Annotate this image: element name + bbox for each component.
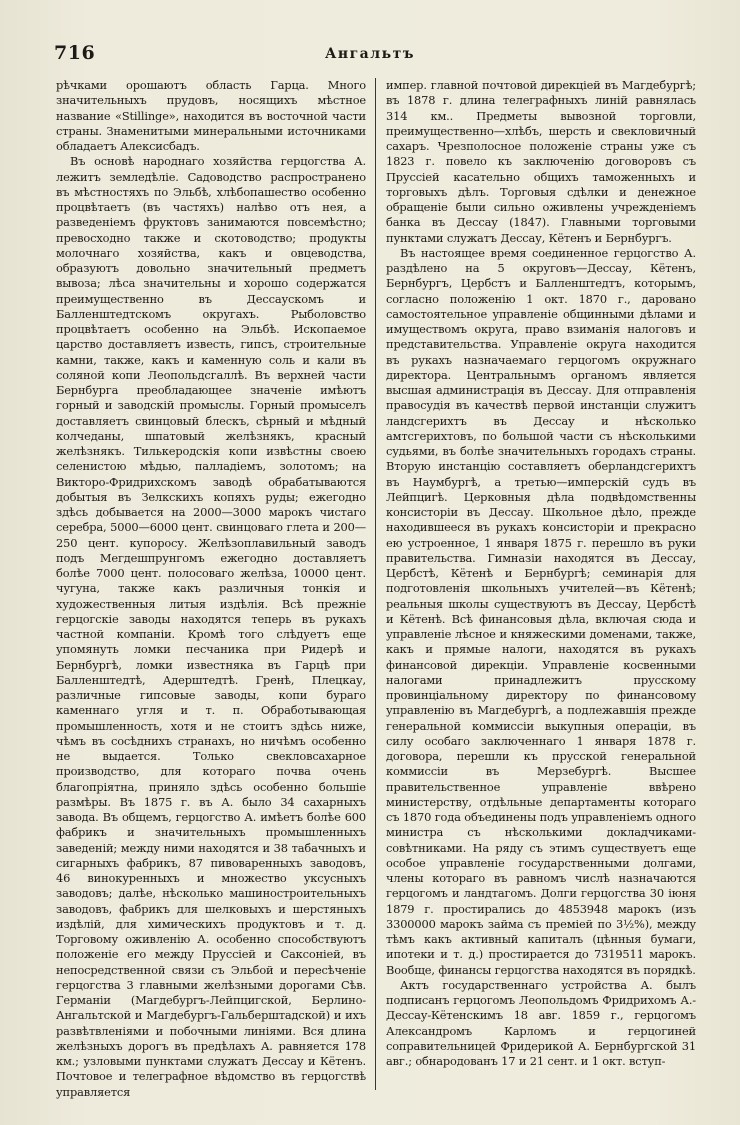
column-divider	[375, 78, 376, 1090]
paragraph: Въ основѣ народнаго хозяйства герцогства А. лежитъ земледѣліе. Садоводство распространено въ мѣстностяхъ по Эльбѣ, хлѣбопашество особенно процвѣтаетъ (въ частяхъ) налѣво отъ нея, а разведеніемъ фруктовъ занимаются повсемѣстно; превосходно также и скотоводство; продукты молочнаго хозяйства, какъ и овцеводства, образуютъ довольно значительный предметъ вывоза; лѣса значительны и хорошо содержатся преимущественно въ Дессаускомъ и Балленштедтскомъ округахъ. Рыболовство процвѣтаетъ особенно на Эльбѣ. Ископаемое царство доставляетъ известь, гипсъ, строительные камни, также, какъ и каменную соль и кали въ соляной копи Леопольдсгаллѣ. Въ верхней части Бернбурга преобладающее значеніе имѣютъ горный и заводскій промыслы. Горный промыселъ доставляетъ свинцовый блескъ, сѣрный и мѣдный колчеданы, шпатовый желѣзнякъ, красный желѣзнякъ. Тилькеродскія копи извѣстны своею селенистою мѣдью, палладіемъ, золотомъ; на Викторо-Фридрихскомъ заводѣ обрабатываются добытыя въ Зелкскихъ копяхъ руды; ежегодно здѣсь добывается на 2000—3000 марокъ чистаго серебра, 5000—6000 цент. свинцоваго глета и 200—250 цент. купоросу. Желѣзоплавильный заводъ подъ Мегдешпрунгомъ ежегодно доставляетъ болѣе 7000 цент. полосоваго желѣза, 10000 цент. чугуна, также какъ различныя тонкія и художественныя литыя издѣлія. Всѣ прежніе герцогскіе заводы находятся теперь въ рукахъ частной компаніи. Кромѣ того слѣдуетъ еще упомянуть ломки песчаника при Ридерѣ и Бернбургѣ, ломки известняка въ Гарцѣ при Балленштедтѣ, Адерштедтѣ. Гренѣ, Плецкау, различные гипсовые заводы, копи бураго каменнаго угля и т. п. Обработывающая промышленность, хотя и не стоитъ здѣсь ниже, чѣмъ въ сосѣднихъ странахъ, но ничѣмъ особенно не выдается. Только свекловсахарное производство, для котораго почва очень благопріятна, приняло здѣсь особенно большіе размѣры. Въ 1875 г. въ А. было 34 сахарныхъ завода. Въ общемъ, герцогство А. имѣетъ болѣе 600 фабрикъ и значительныхъ промышленныхъ заведеній; между ними находятся и 38 табачныхъ и сигарныхъ фабрикъ, 87 пивоваренныхъ заводовъ, 46 винокуренныхъ и множество уксусныхъ заводовъ; далѣе, нѣсколько машиностроительныхъ заводовъ, фабрикъ для шелковыхъ и шерстяныхъ издѣлій, для химическихъ продуктовъ и т. д. Торговому оживленію А. особенно способствуютъ положеніе его между Пруссіей и Саксоніей, въ непосредственной связи съ Эльбой и пересѣченіе герцогства 3 главными желѣзными дорогами Сѣв. Германіи (Магдебургъ-Лейпцигской, Берлино-Ангальтской и Магдебургъ-Гальберштадской) и ихъ развѣтвленіями и побочными линіями. Вся длина желѣзныхъ дорогъ въ предѣлахъ А. равняется 178 км.; узловыми пунктами служатъ Дессау и Кётенъ. Почтовое и телеграфное вѣдомство въ герцогствѣ управляется	[56, 154, 366, 1099]
paragraph: Актъ государственнаго устройства А. былъ подписанъ герцогомъ Леопольдомъ Фридрихомъ А.-Дессау-Кётенскимъ 18 авг. 1859 г., герцогомъ Александромъ Карломъ и герцогиней соправительницей Фридерикой А. Бернбургской 31 авг.; обнародованъ 17 и 21 сент. и 1 окт. вступ-	[386, 977, 696, 1068]
page-header	[54, 42, 686, 72]
left-column	[56, 78, 366, 1099]
page-number: 716	[54, 42, 96, 64]
right-column	[386, 78, 696, 1090]
paragraph: импер. главной почтовой дирекціей въ Магдебургѣ; въ 1878 г. длина телеграфныхъ линій равнялась 314 км.. Предметы вывозной торговли, преимущественно—хлѣбъ, шерсть и свекловичный сахаръ. Чрезполосное положеніе страны уже съ 1823 г. повело къ заключенію договоровъ съ Пруссіей касательно общихъ таможенныхъ и торговыхъ дѣлъ. Торговыя сдѣлки и денежное обращеніе были сильно оживлены учрежденіемъ банка въ Дессау (1847). Главными торговыми пунктами служатъ Дессау, Кётенъ и Бернбургъ.	[386, 78, 696, 245]
paragraph: рѣчками орошаютъ область Гарца. Много значительныхъ прудовъ, носящихъ мѣстное название «Stillinge», находится въ восточной части страны. Знаменитыми минеральными источниками обладаетъ Алексисбадъ.	[56, 78, 366, 153]
paragraph: Въ настоящее время соединенное герцогство А. раздѣлено на 5 округовъ—Дессау, Кётенъ, Бернбургъ, Цербстъ и Балленштедтъ, которымъ, согласно положенію 1 окт. 1870 г., даровано самостоятельное управленіе общинными дѣлами и имуществомъ округа, право взиманія налоговъ и представительства. Управленіе округа находится въ рукахъ назначаемаго герцогомъ окружнаго директора. Центральнымъ органомъ является высшая администрація въ Дессау. Для отправленія правосудія въ качествѣ первой инстанціи служитъ ландсгерихтъ въ Дессау и нѣсколько амтсгерихтовъ, по большой части съ нѣсколькими судьями, въ болѣе значительныхъ городахъ страны. Вторую инстанцію составляетъ оберландсгерихтъ въ Наумбургѣ, а третью—имперскій судъ въ Лейпцигѣ. Церковныя дѣла подвѣдомственны консисторіи въ Дессау. Школьное дѣло, прежде находившееся въ рукахъ консисторіи и прекрасно ею устроенное, 1 января 1875 г. перешло въ руки правительства. Гимназіи находятся въ Дессау, Цербстѣ, Кётенѣ и Бернбургѣ; семинарія для подготовленія школьныхъ учителей—въ Кётенѣ; реальныя школы существуютъ въ Дессау, Цербстѣ и Кётенѣ. Всѣ финансовыя дѣла, включая сюда и управленіе лѣсное и княжескими доменами, также, какъ и прямые налоги, находятся въ рукахъ финансовой дирекціи. Управленіе косвенными налогами принадлежитъ прусскому провинціальному директору по финансовому управленію въ Магдебургѣ, а подлежавшія прежде генеральной коммиссіи выкупныя операціи, въ силу особаго заключеннаго 1 января 1878 г. договора, перешли къ прусской генеральной коммиссіи въ Мерзебургѣ. Высшее правительственное управленіе ввѣрено министерству, отдѣльные департаменты котораго съ 1870 года объединены подъ управленіемъ одного министра съ нѣсколькими докладчиками-совѣтниками. На ряду съ этимъ существуетъ еще особое управленіе государственными долгами, члены котораго въ равномъ числѣ назначаются герцогомъ и ландтагомъ. Долги герцогства 30 іюня 1879 г. простирались до 4853948 марокъ (изъ 3300000 марокъ займа съ преміей по 3½%), между тѣмъ какъ активный капиталъ (цѣнныя бумаги, ипотеки и т. д.) простирается до 7319511 марокъ. Вообще, финансы герцогства находятся въ порядкѣ.	[386, 245, 696, 977]
text-columns	[56, 78, 696, 1099]
running-title: Ангальтъ	[324, 46, 416, 62]
